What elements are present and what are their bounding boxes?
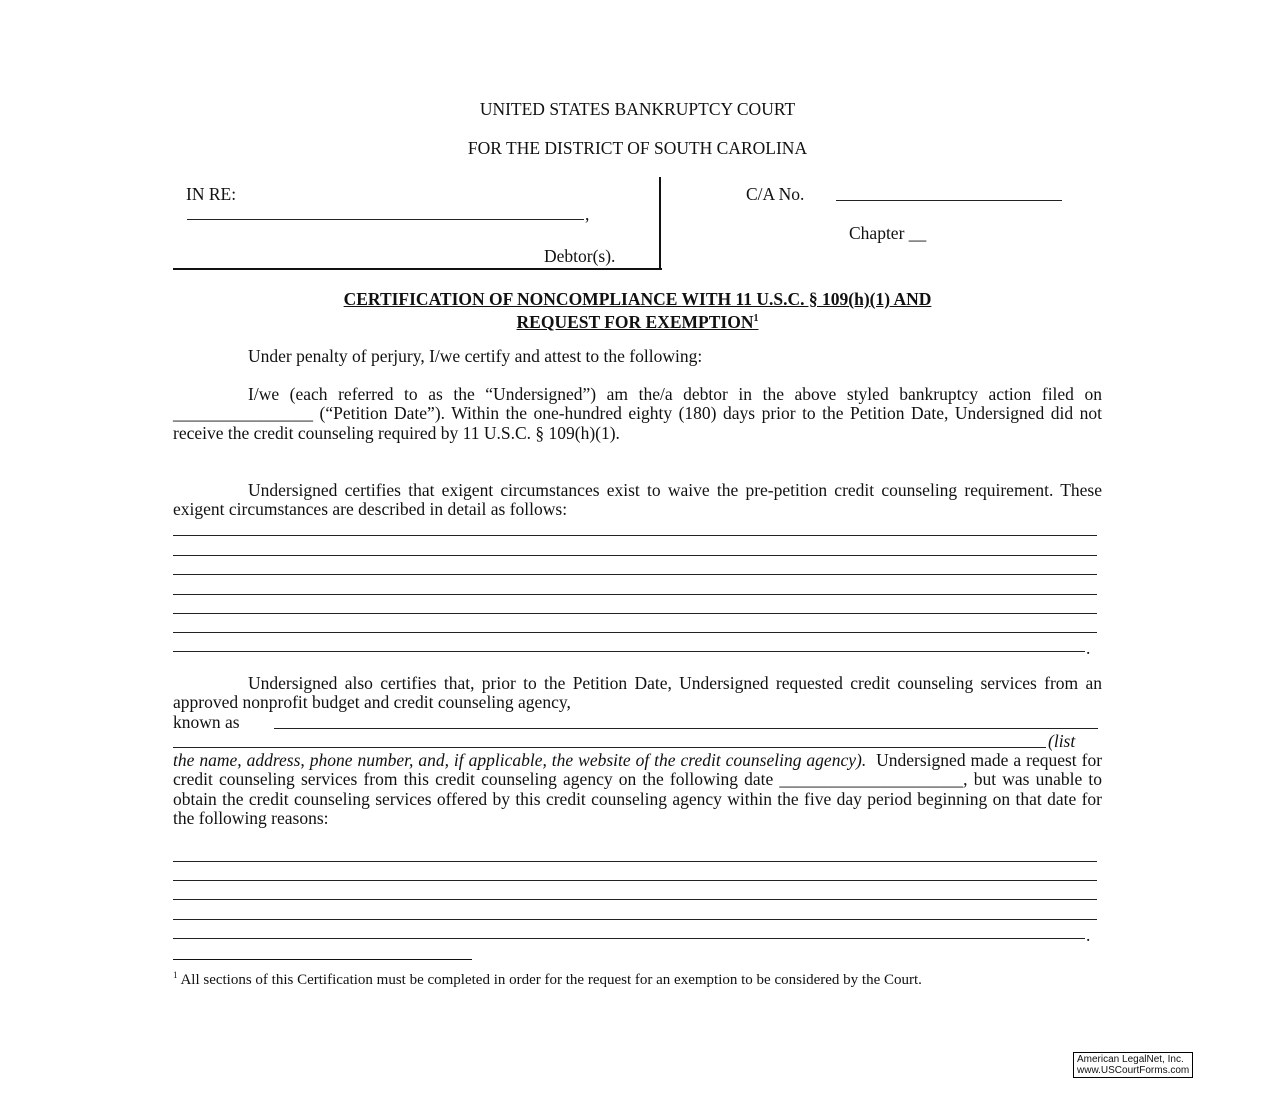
- caption-vertical-rule: [659, 177, 661, 270]
- debtor-label: Debtor(s).: [544, 246, 616, 266]
- agency-instruction: the name, address, phone number, and, if applicable, the website of the credit counseling agency).: [173, 750, 867, 770]
- form-title-line1: CERTIFICATION OF NONCOMPLIANCE WITH 11 U.S.C. § 109(h)(1) AND: [343, 289, 932, 309]
- reasons-line[interactable]: [173, 899, 1097, 900]
- footnote-rule: [173, 959, 472, 960]
- in-re-label: IN RE:: [186, 184, 237, 204]
- publisher-url: www.USCourtForms.com: [1077, 1065, 1190, 1076]
- exigent-line[interactable]: [173, 574, 1097, 575]
- reasons-line[interactable]: [173, 861, 1097, 862]
- paragraph-agency: [173, 674, 1102, 713]
- case-number-field[interactable]: [836, 184, 1062, 201]
- exigent-line[interactable]: [173, 555, 1097, 556]
- footnote-mark: 1: [173, 970, 178, 980]
- paragraph-attest: [173, 347, 1102, 366]
- agency-name-field[interactable]: [274, 714, 1098, 729]
- attest-text: Under penalty of perjury, I/we certify and attest to the following:: [248, 346, 703, 366]
- known-as-label: known as: [173, 712, 240, 732]
- exigent-line[interactable]: [173, 651, 1085, 652]
- exigent-line[interactable]: [173, 613, 1097, 614]
- exigent-line[interactable]: [173, 632, 1097, 633]
- list-instruction: (list: [1048, 731, 1076, 751]
- exigent-line[interactable]: [173, 594, 1097, 595]
- district-name: FOR THE DISTRICT OF SOUTH CAROLINA: [467, 138, 808, 158]
- publisher-badge: [1073, 1052, 1193, 1078]
- exigent-line[interactable]: [173, 535, 1097, 536]
- reasons-line[interactable]: [173, 938, 1085, 939]
- reasons-line[interactable]: [173, 880, 1097, 881]
- caption-bottom-rule: [173, 268, 662, 270]
- agency-request-text: Undersigned made a request for credit counseling services from this credit counseling agency on the following date _____________________, but was unable to obtain the credit counseling services offered by this credit counseling agency within the five day period beginning on that date for the following reasons:: [173, 750, 1103, 828]
- comma: ,: [585, 204, 590, 224]
- exigent-text: Undersigned certifies that exigent circumstances exist to waive the pre-petition credit counseling requirement. These exigent circumstances are described in detail as follows:: [173, 480, 1102, 520]
- agency-text: Undersigned also certifies that, prior to the Petition Date, Undersigned requested credit counseling services from an approved nonprofit budget and credit counseling agency,: [173, 673, 1102, 713]
- form-title-line2: [173, 309, 1102, 332]
- chapter-label: Chapter __: [849, 223, 927, 243]
- period: .: [1086, 925, 1091, 945]
- paragraph-agency-cont: [173, 751, 1102, 828]
- footnote-ref: 1: [753, 313, 759, 324]
- paragraph-exigent: [173, 481, 1102, 520]
- footnote: [173, 967, 1102, 989]
- debtor-name-field[interactable]: [187, 205, 584, 220]
- period: .: [1086, 638, 1091, 658]
- agency-address-field[interactable]: [173, 733, 1046, 748]
- noncompliance-text: I/we (each referred to as the “Undersigned”) am the/a debtor in the above styled bankruptcy action filed on ________________ (“Petition Date”). Within the one-hundred eighty (180) days prior to the Petition Date, Undersigned did not receive the credit counseling required by 11 U.S.C. § 109(h)(1).: [173, 384, 1102, 443]
- case-number-label: C/A No.: [746, 184, 805, 204]
- publisher-name: American LegalNet, Inc.: [1077, 1054, 1184, 1065]
- reasons-line[interactable]: [173, 919, 1097, 920]
- form-title-text: REQUEST FOR EXEMPTION: [516, 311, 754, 332]
- paragraph-noncompliance: [173, 385, 1102, 443]
- court-name: UNITED STATES BANKRUPTCY COURT: [479, 99, 796, 119]
- footnote-text: All sections of this Certification must be completed in order for the request for an exemption to be considered by the Court.: [180, 972, 922, 988]
